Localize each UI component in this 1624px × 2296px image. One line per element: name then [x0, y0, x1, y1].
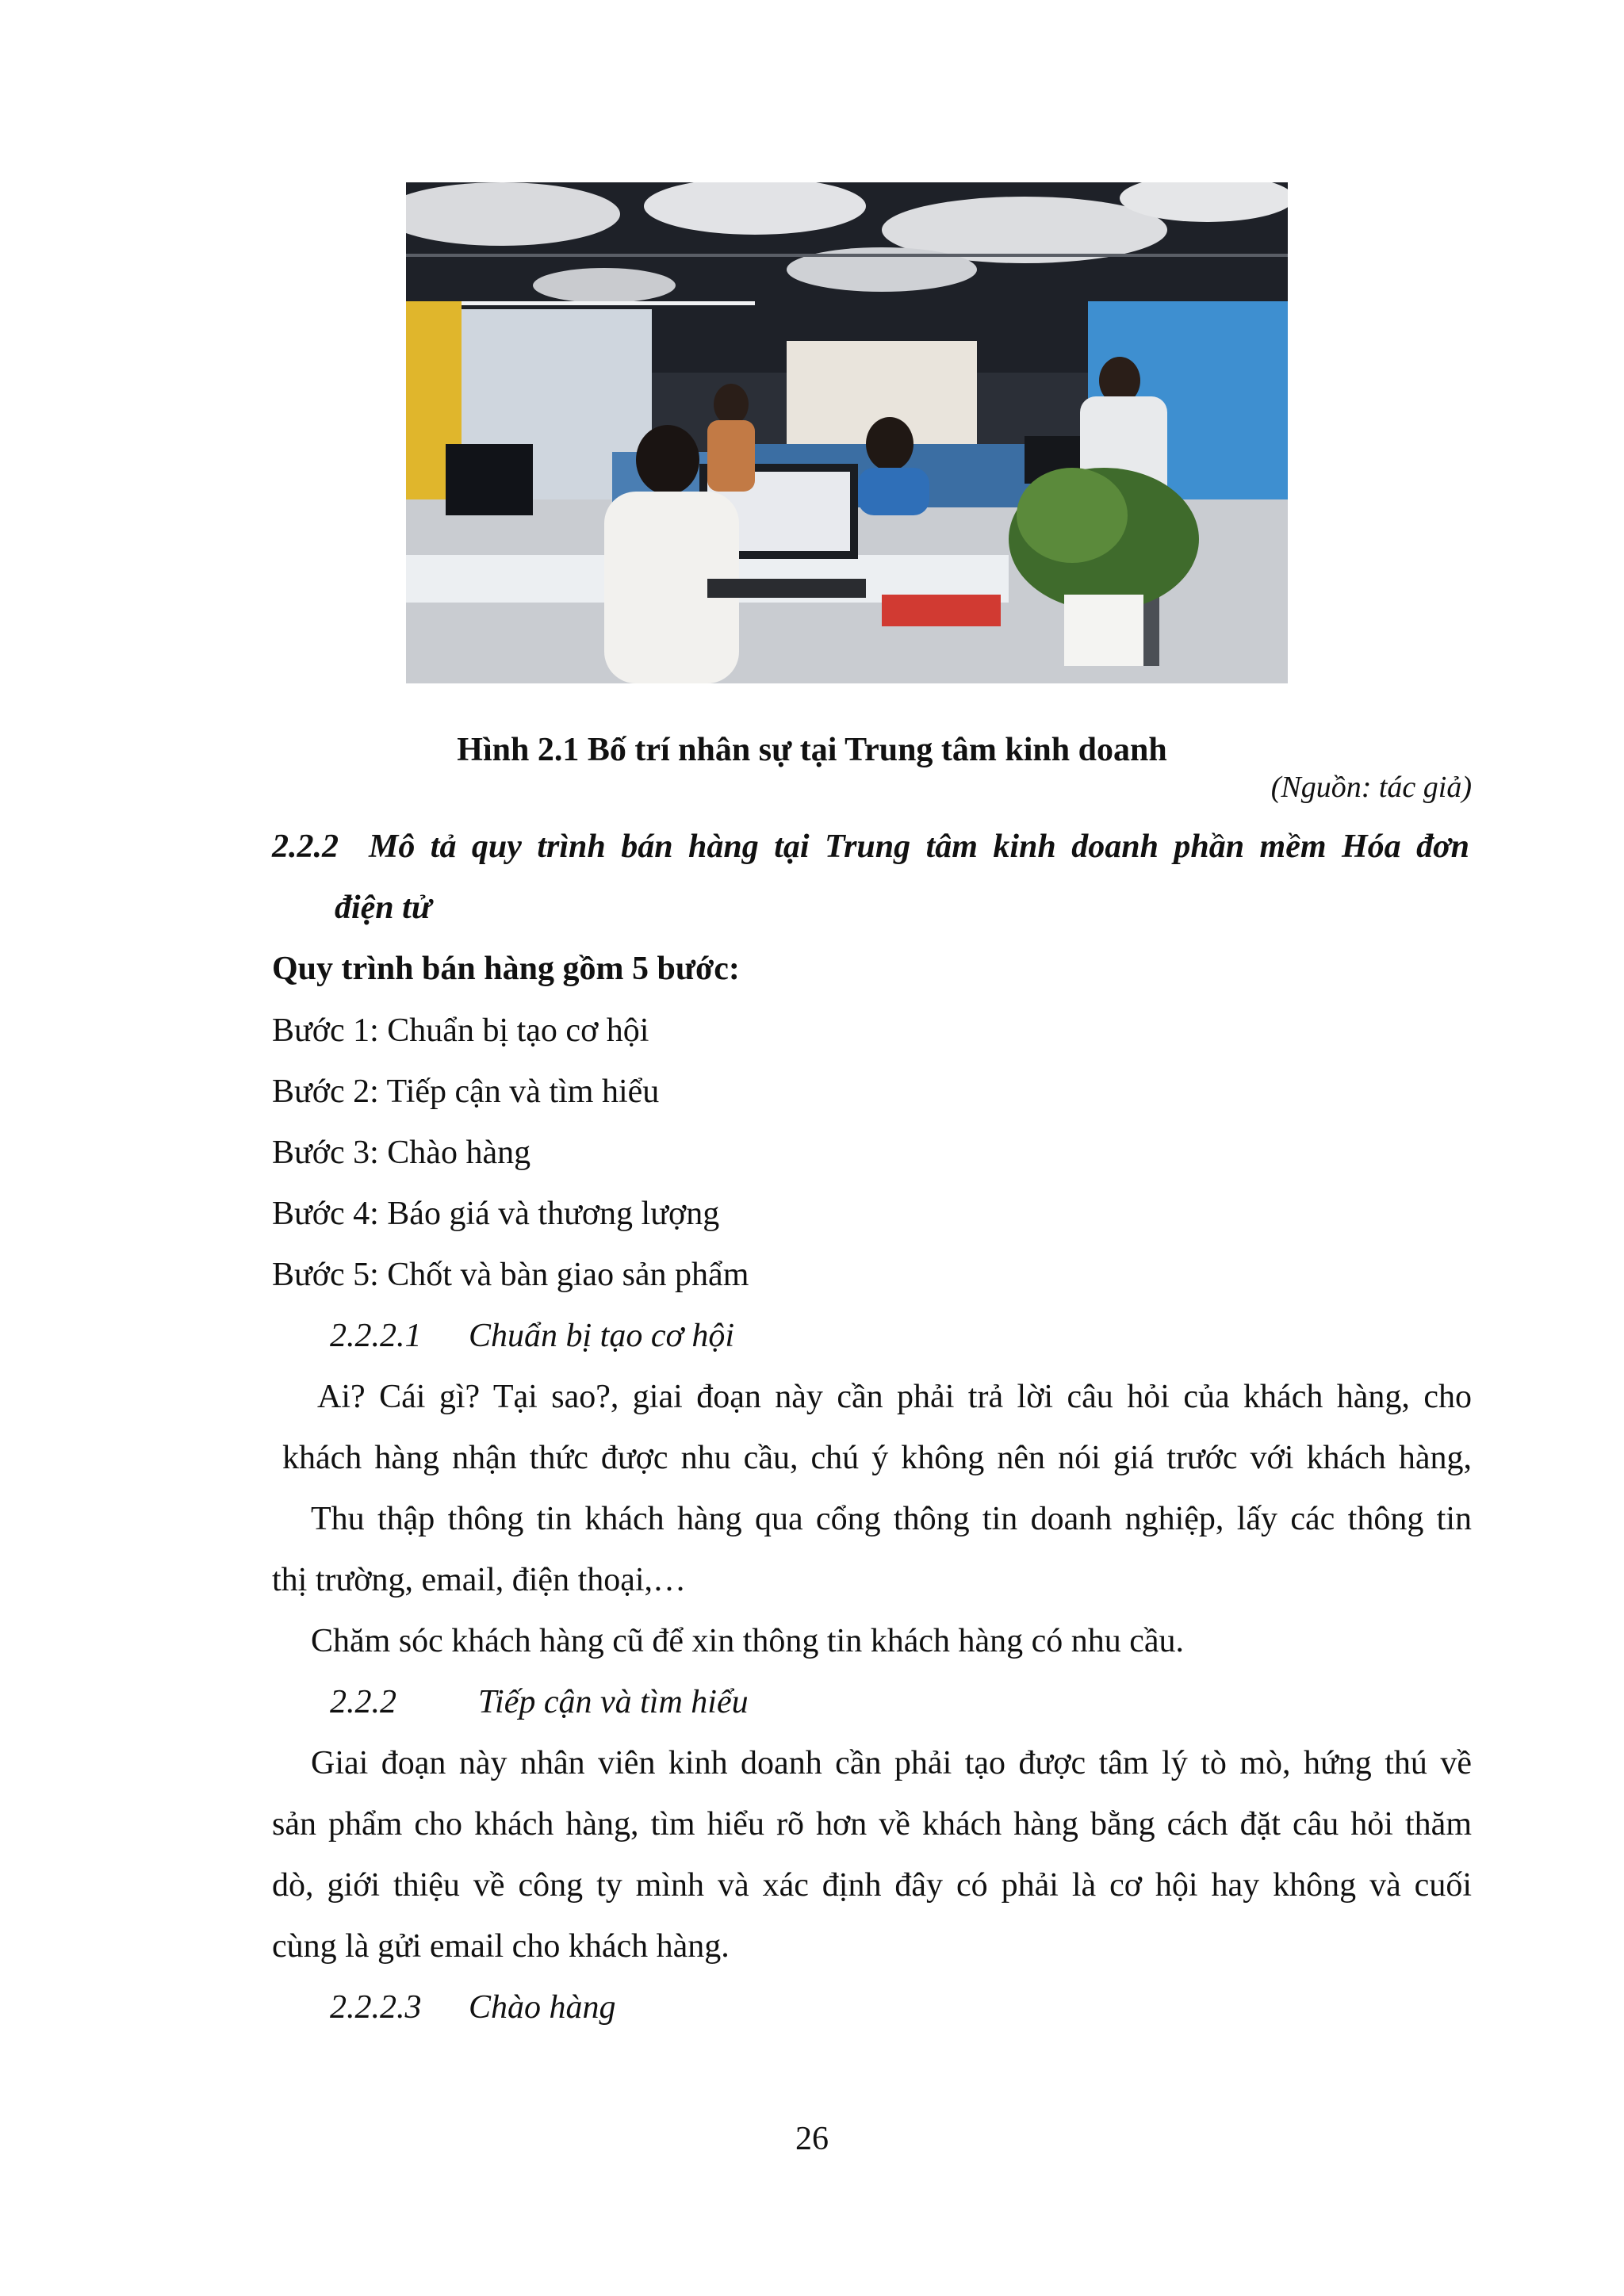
- subheading-number: 2.2.2.3: [330, 1989, 422, 2026]
- step-item: Bước 4: Báo giá và thương lượng: [272, 1196, 720, 1232]
- paragraph-line: dò, giới thiệu về công ty mình và xác định đây có phải là cơ hội hay không và cuối: [272, 1867, 1472, 1904]
- paragraph-line: Chăm sóc khách hàng cũ để xin thông tin khách hàng có nhu cầu.: [311, 1623, 1185, 1659]
- paragraph-line: Thu thập thông tin khách hàng qua cổng thông tin doanh nghiệp, lấy các thông tin: [311, 1501, 1472, 1537]
- paragraph-line: sản phẩm cho khách hàng, tìm hiểu rõ hơn về khách hàng bằng cách đặt câu hỏi thăm: [272, 1806, 1472, 1843]
- subheading-2-2-2-1: [330, 1314, 734, 1358]
- subheading-2-2-2-3: [330, 1985, 616, 2030]
- section-title-line1: Mô tả quy trình bán hàng tại Trung tâm kinh doanh phần mềm Hóa đơn: [369, 828, 1469, 865]
- section-title-line2: điện tử: [335, 890, 432, 926]
- step-item: Bước 2: Tiếp cận và tìm hiểu: [272, 1073, 660, 1110]
- figure-photo-office: [406, 182, 1288, 683]
- page-number: 26: [795, 2121, 829, 2157]
- paragraph-line: khách hàng nhận thức được nhu cầu, chú ý không nên nói giá trước với khách hàng,: [282, 1440, 1472, 1476]
- section-number: 2.2.2: [272, 828, 339, 865]
- subheading-title: Chuẩn bị tạo cơ hội: [469, 1318, 735, 1354]
- paragraph-line: thị trường, email, điện thoại,…: [272, 1562, 687, 1598]
- step-item: Bước 1: Chuẩn bị tạo cơ hội: [272, 1012, 649, 1049]
- figure-source: (Nguồn: tác giả): [1270, 771, 1472, 804]
- subheading-2-2-2: [330, 1680, 749, 1724]
- steps-heading: Quy trình bán hàng gồm 5 bước:: [272, 951, 740, 987]
- figure-caption: Hình 2.1 Bố trí nhân sự tại Trung tâm kinh doanh: [457, 732, 1167, 768]
- paragraph-line: Ai? Cái gì? Tại sao?, giai đoạn này cần phải trả lời câu hỏi của khách hàng, cho: [317, 1379, 1472, 1415]
- paragraph-line: Giai đoạn này nhân viên kinh doanh cần phải tạo được tâm lý tò mò, hứng thú về: [311, 1745, 1472, 1781]
- subheading-title: Tiếp cận và tìm hiểu: [478, 1684, 749, 1720]
- paragraph-line: cùng là gửi email cho khách hàng.: [272, 1928, 730, 1965]
- step-item: Bước 5: Chốt và bàn giao sản phẩm: [272, 1257, 749, 1293]
- subheading-number: 2.2.2: [330, 1684, 396, 1720]
- section-heading: [272, 825, 1472, 869]
- step-item: Bước 3: Chào hàng: [272, 1135, 531, 1171]
- subheading-number: 2.2.2.1: [330, 1318, 422, 1354]
- subheading-title: Chào hàng: [469, 1989, 616, 2026]
